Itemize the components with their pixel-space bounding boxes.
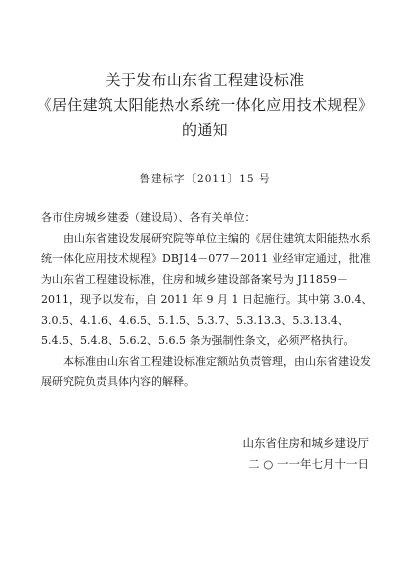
notice-body [41, 208, 377, 393]
body-paragraph-1: 由山东省建设发展研究院等单位主编的《居住建筑太阳能热水系统一体化应用技术规程》DBJ14－077－2011 业经审定通过，批准为山东省工程建设标准，住房和城乡建设部备案号为 J11859－2011，现予以发布，自 2011 年 9 月 1 日起施行。其中第 3.0.4、3.0.5、4.1.6、4.6.5、5.1.5、5.3.7、5.3.13.3、5.3.13.4、5.4.5、5.4.8、5.6.2、5.6.5 条为强制性条文，必须严格执行。 [41, 231, 373, 347]
title-line-1: 关于发布山东省工程建设标准 [105, 71, 305, 89]
issue-date: 二 ○ 一一年七月十一日 [248, 457, 369, 471]
body-paragraph-2: 本标准由山东省工程建设标准定额站负责管理，由山东省建设发展研究院负责具体内容的解释。 [41, 354, 371, 388]
addressee: 各市住房城乡建委（建设局）、各有关单位： [41, 211, 256, 224]
title-line-3: 的通知 [182, 121, 228, 139]
notice-title [0, 68, 410, 143]
document-number: 鲁建标字〔2011〕15 号 [139, 173, 271, 185]
signature-block [243, 433, 370, 475]
title-line-2: 《居住建筑太阳能热水系统一体化应用技术规程》 [36, 96, 374, 114]
issuing-authority: 山东省住房和城乡建设厅 [242, 436, 369, 450]
